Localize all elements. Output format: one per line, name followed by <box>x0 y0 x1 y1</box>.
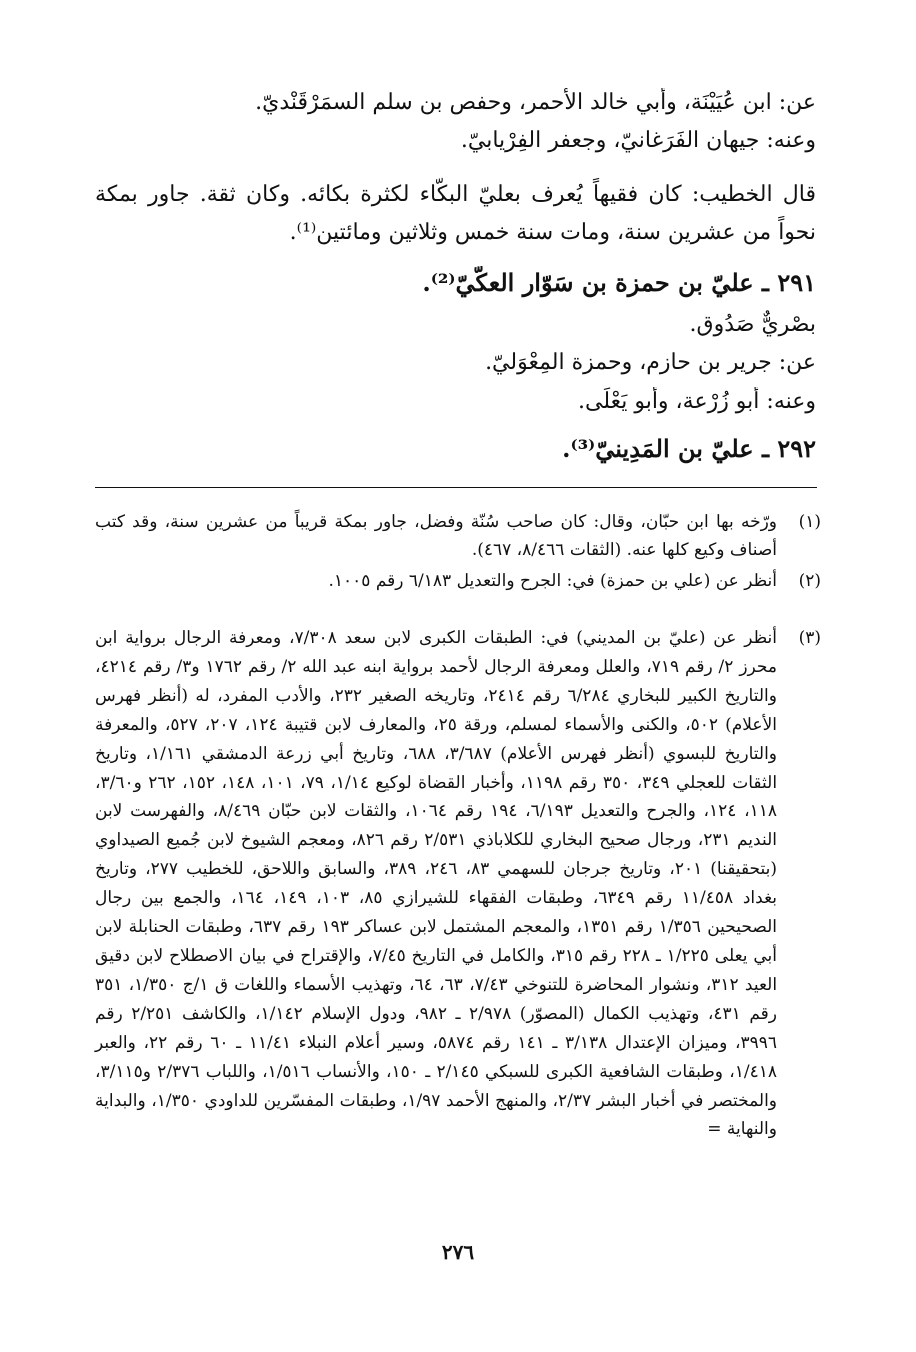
footnote-separator <box>95 487 817 488</box>
footnote-text: أنظر عن (علي بن حمزة) في: الجرح والتعديل ٦/١٨٣ رقم ١٠٠٥. <box>328 571 777 591</box>
footnote-text: ورّخه بها ابن حبّان، وقال: كان صاحب سُنّة وفضل، جاور بمكة قريباً من عشرين سنة، وقد كتب أصناف وكيع كلها عنه. (الثقات ٨/٤٦٦، ٤٦٧). <box>95 512 777 560</box>
entry-291-from: عن: جرير بن حازم، وحمزة المِعْوَليّ. <box>485 350 816 375</box>
footnote-number: (٣) <box>798 628 821 648</box>
narrators-from-line: عن: ابن عُيَيْنَة، وأبي خالد الأحمر، وحفص بن سلم السمَرْقَنْديّ. <box>255 90 816 115</box>
entry-292-heading: ٢٩٢ ـ عليّ بن المَدِينيّ⁽³⁾. <box>562 434 816 463</box>
entry-291-heading: ٢٩١ ـ عليّ بن حمزة بن سَوّار العكّيّ⁽²⁾. <box>422 268 816 297</box>
entry-291-grade: بصْريٌّ صَدُوق. <box>689 312 816 337</box>
footnote-2 <box>95 567 821 595</box>
page-number: ٢٧٦ <box>441 1240 475 1264</box>
footnote-number: (٢) <box>798 571 821 591</box>
footnote-1 <box>95 508 821 564</box>
narrators-to-line: وعنه: جيهان الفَرَغانيّ، وجعفر الفِرْيابيّ. <box>460 128 816 153</box>
khatib-quote-paragraph: قال الخطيب: كان فقيهاً يُعرف بعليّ البكّاء لكثرة بكائه. وكان ثقة. جاور بمكة نحواً من عشرين سنة، ومات سنة خمس وثلاثين ومائتين⁽¹⁾. <box>95 182 816 245</box>
entry-291-to: وعنه: أبو زُرْعة، وأبو يَعْلَى. <box>577 389 816 414</box>
footnote-3 <box>95 624 821 1144</box>
footnote-text: أنظر عن (عليّ بن المديني) في: الطبقات الكبرى لابن سعد ٧/٣٠٨، ومعرفة الرجال برواية ابن محرز ٢/ رقم ٧١٩، والعلل ومعرفة الرجال لأحمد برواية ابنه عبد الله ٢/ رقم ١٧٦٢ و٣/ رقم ٤٢١٤، والتاريخ الكبير للبخاري ٦/٢٨٤ رقم ٢٤١٤، وتاريخه الصغير ٢٣٢، والأدب المفرد، له (أنظر فهرس الأعلام) ٥٠٢، والكنى والأسماء لمسلم، ورقة ٢٥، والمعارف لابن قتيبة ١٢٤، ٢٠٧، ٥٢٧، والمعرفة والتاريخ للبسوي (أنظر فهرس الأعلام) ٣/٦٨٧، ٦٨٨، وتاريخ أبي زرعة الدمشقي ١/١٦١، وتاريخ الثقات للعجلي ٣٤٩، ٣٥٠ رقم ١١٩٨، وأخبار القضاة لوكيع ١/١٤، ٧٩، ١٠١، ١٤٨، ١٥٢، ٢٦٢ و٣/٦٠، ١١٨، ١٢٤، والجرح والتعديل ٦/١٩٣، ١٩٤ رقم ١٠٦٤، والثقات لابن حبّان ٨/٤٦٩، والفهرست لابن النديم ٢٣١، ورجال صحيح البخاري للكلاباذي ٢/٥٣١ رقم ٨٢٦، ومعجم الشيوخ لابن جُميع الصيداوي (بتحقيقنا) ٢٠١، وتاريخ جرجان للسهمي ٨٣، ٢٤٦، ٣٨٩، والسابق واللاحق، للخطيب ٢٧٧، وتاريخ بغداد ١١/٤٥٨ رقم ٦٣٤٩، وطبقات الفقهاء للشيرازي ٨٥، ١٠٣، ١٤٩، ١٦٤، والجمع بين رجال الصحيحين ١/٣٥٦ رقم ١٣٥١، والمعجم المشتمل لابن عساكر ١٩٣ رقم ٦٣٧، وطبقات الحنابلة لابن أبي يعلى ١/٢٢٥ ـ ٢٢٨ رقم ٣١٥، والكامل في التاريخ ٧/٤٥، والإقتراح في بيان الاصطلاح لابن دقيق العيد ٣١٢، ونشوار المحاضرة للتنوخي ٧/٤٣، ٦٣، ٦٤، وتهذيب الأسماء واللغات ق ١/ج ١/٣٥٠، ٣٥١ رقم ٤٣١، وتهذيب الكمال (المصوّر) ٢/٩٧٨ ـ ٩٨٢، ودول الإسلام ١/١٤٢، والكاشف ٢/٢٥١ رقم ٣٩٩٦، وميزان الإعتدال ٣/١٣٨ ـ ١٤١ رقم ٥٨٧٤، وسير أعلام النبلاء ١١/٤١ ـ ٦٠ رقم ٢٢، والعبر ١/٤١٨، وطبقات الشافعية الكبرى للسبكي ٢/١٤٥ ـ ١٥٠، والأنساب ١/٥١٦، واللباب ٢/٣٧٦ و٣/١١٥، والمختصر في أخبار البشر ٢/٣٧، والمنهج الأحمد ١/٩٧، وطبقات المفسّرين للداودي ١/٣٥٠، والبداية والنهاية = <box>95 628 778 1140</box>
footnote-number: (١) <box>798 512 821 532</box>
